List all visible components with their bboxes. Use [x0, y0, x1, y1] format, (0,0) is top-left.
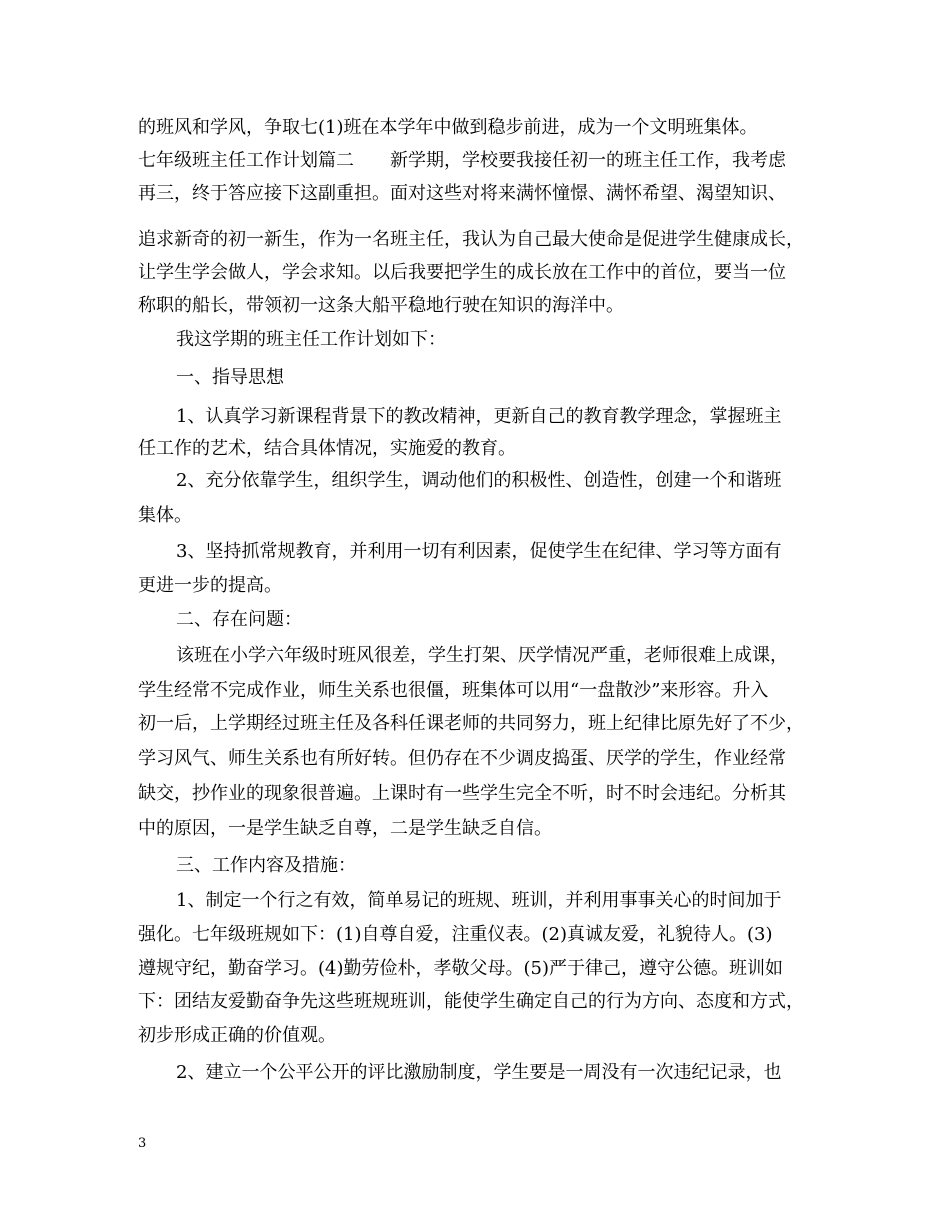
page-number: 3 [138, 1136, 147, 1151]
section-heading: 二、存在问题： [176, 609, 302, 630]
text-line: 学习风气、师生关系也有所好转。但仍存在不少调皮捣蛋、厌学的学生，作业经常 [138, 748, 786, 769]
text-line: 缺交，抄作业的现象很普遍。上课时有一些学生完全不听，时不时会违纪。分析其 [138, 783, 786, 804]
text-line: 集体。 [138, 505, 192, 526]
text-line: 2、建立一个公平公开的评比激励制度，学生要是一周没有一次违纪记录，也 [176, 1062, 782, 1083]
text-line: 初步形成正确的价值观。 [138, 1025, 336, 1046]
text-line: 再三，终于答应接下这副重担。面对这些对将来满怀憧憬、满怀希望、渴望知识、 [138, 183, 786, 204]
text-line: 3、坚持抓常规教育，并利用一切有利因素，促使学生在纪律、学习等方面有 [176, 541, 782, 562]
text-line: 七年级班主任工作计划篇二 新学期，学校要我接任初一的班主任工作，我考虑 [138, 150, 786, 171]
text-line: 我这学期的班主任工作计划如下： [176, 329, 446, 350]
text-line: 称职的船长，带领初一这条大船平稳地行驶在知识的海洋中。 [138, 295, 624, 316]
text-line: 强化。七年级班规如下：(1)自尊自爱，注重仪表。(2)真诚友爱，礼貌待人。(3) [138, 924, 773, 945]
section-heading: 一、指导思想 [176, 367, 284, 388]
text-line: 任工作的艺术，结合具体情况，实施爱的教育。 [138, 438, 516, 459]
text-line: 1、制定一个行之有效，简单易记的班规、班训，并利用事事关心的时间加于 [176, 890, 782, 911]
text-line: 更进一步的提高。 [138, 575, 282, 596]
text-line: 追求新奇的初一新生，作为一名班主任，我认为自己最大使命是促进学生健康成长， [138, 229, 804, 250]
text-line: 让学生学会做人，学会求知。以后我要把学生的成长放在工作中的首位，要当一位 [138, 262, 786, 283]
text-line: 该班在小学六年级时班风很差，学生打架、厌学情况严重，老师很难上成课， [176, 645, 788, 666]
text-line: 2、充分依靠学生，组织学生，调动他们的积极性、创造性，创建一个和谐班 [176, 470, 782, 491]
text-line: 学生经常不完成作业，师生关系也很僵，班集体可以用“一盘散沙”来形容。升入 [138, 680, 769, 701]
section-heading: 三、工作内容及措施： [176, 855, 356, 876]
text-line: 遵规守纪，勤奋学习。(4)勤劳俭朴，孝敬父母。(5)严于律己，遵守公德。班训如 [138, 958, 783, 979]
text-line: 初一后，上学期经过班主任及各科任课老师的共同努力，班上纪律比原先好了不少， [138, 713, 804, 734]
text-line: 下：团结友爱勤奋争先这些班规班训，能使学生确定自己的行为方向、态度和方式， [138, 991, 804, 1012]
text-line: 的班风和学风，争取七(1)班在本学年中做到稳步前进，成为一个文明班集体。 [138, 117, 758, 138]
text-line: 1、认真学习新课程背景下的教改精神，更新自己的教育教学理念，掌握班主 [176, 406, 782, 427]
text-line: 中的原因，一是学生缺乏自尊，二是学生缺乏自信。 [138, 818, 552, 839]
